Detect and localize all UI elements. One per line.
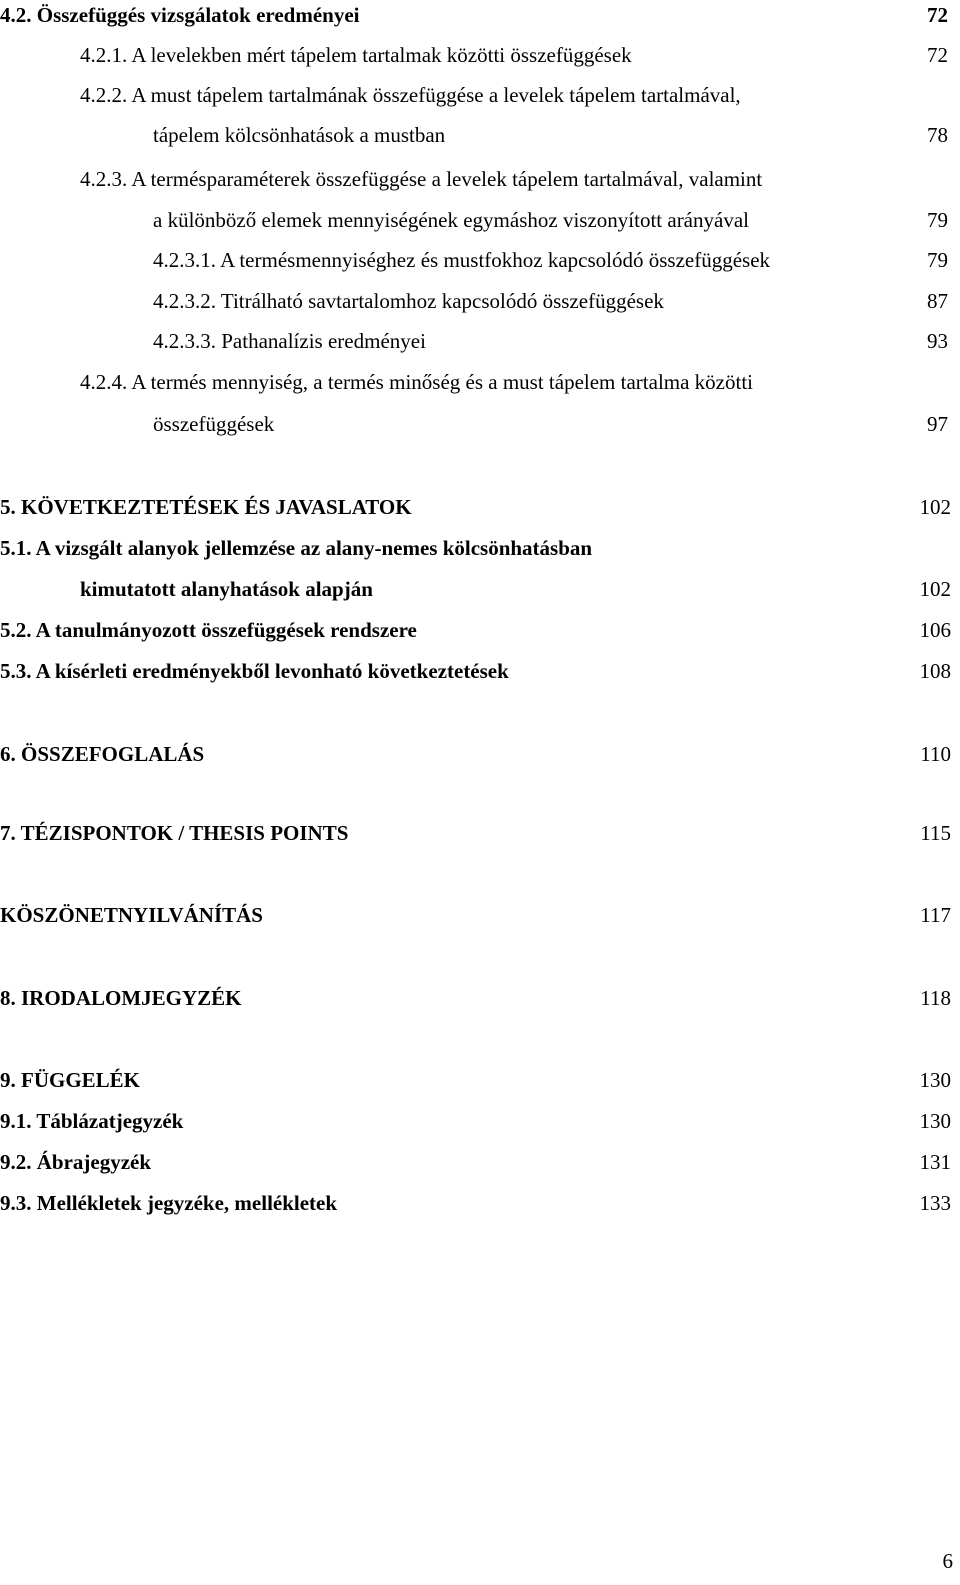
toc-entry <box>0 0 960 30</box>
toc-entry-title: összefüggések <box>153 412 275 436</box>
toc-entry <box>0 1065 960 1095</box>
toc-entry-page: 78 <box>927 123 948 147</box>
page-number: 6 <box>942 1549 953 1573</box>
toc-entry-title: 4.2. Összefüggés vizsgálatok eredményei <box>0 3 360 27</box>
toc-entry-page: 79 <box>927 248 948 272</box>
toc-entry <box>0 40 960 70</box>
toc-entry-title: 9.1. Táblázatjegyzék <box>0 1109 184 1133</box>
toc-entry <box>0 409 960 439</box>
toc-entry <box>0 80 960 110</box>
toc-entry-page: 93 <box>927 329 948 353</box>
toc-entry-title: 5. KÖVETKEZTETÉSEK ÉS JAVASLATOK <box>0 495 412 519</box>
toc-entry-page: 108 <box>919 659 951 683</box>
toc-entry <box>0 574 960 604</box>
toc-entry-title: 9.2. Ábrajegyzék <box>0 1150 152 1174</box>
toc-entry-page: 110 <box>920 742 951 766</box>
toc-entry <box>0 1147 960 1177</box>
toc-entry-title: 9.3. Mellékletek jegyzéke, mellékletek <box>0 1191 338 1215</box>
toc-entry-page: 97 <box>927 412 948 436</box>
toc-entry <box>0 983 960 1013</box>
toc-entry-page: 118 <box>920 986 951 1010</box>
toc-entry-title: kimutatott alanyhatások alapján <box>80 577 373 601</box>
toc-entry <box>0 164 960 194</box>
toc-entry <box>0 1188 960 1218</box>
toc-entry-title: 4.2.3. A termésparaméterek összefüggése a levelek tápelem tartalmával, valamint <box>80 167 763 191</box>
toc-entry-page: 130 <box>919 1068 951 1092</box>
toc-entry-title: 6. ÖSSZEFOGLALÁS <box>0 742 205 766</box>
toc-entry-page: 102 <box>919 495 951 519</box>
toc-entry-title: 9. FÜGGELÉK <box>0 1068 141 1092</box>
toc-entry-page: 106 <box>919 618 951 642</box>
toc-entry <box>0 120 960 150</box>
toc-entry-title: 7. TÉZISPONTOK / THESIS POINTS <box>0 821 349 845</box>
toc-entry-page: 115 <box>920 821 951 845</box>
toc-entry-page: 102 <box>919 577 951 601</box>
toc-entry-title: 4.2.2. A must tápelem tartalmának összefüggése a levelek tápelem tartalmával, <box>80 83 741 107</box>
toc-entry-page: 133 <box>919 1191 951 1215</box>
toc-entry <box>0 326 960 356</box>
toc-entry-title: 4.2.4. A termés mennyiség, a termés minőség és a must tápelem tartalma közötti <box>80 370 754 394</box>
toc-entry <box>0 656 960 686</box>
toc-entry <box>0 367 960 397</box>
toc-entry <box>0 739 960 769</box>
toc-entry <box>0 245 960 275</box>
toc-entry <box>0 533 960 563</box>
toc-entry-page: 79 <box>927 208 948 232</box>
toc-entry-page: 72 <box>927 3 948 27</box>
toc-entry-title: a különböző elemek mennyiségének egymáshoz viszonyított arányával <box>153 208 749 232</box>
toc-entry-title: tápelem kölcsönhatások a mustban <box>153 123 446 147</box>
toc-entry-page: 131 <box>919 1150 951 1174</box>
toc-entry-page: 130 <box>919 1109 951 1133</box>
toc-entry-title: 4.2.3.3. Pathanalízis eredményei <box>153 329 426 353</box>
toc-entry-page: 87 <box>927 289 948 313</box>
toc-entry <box>0 286 960 316</box>
toc-entry-title: 4.2.1. A levelekben mért tápelem tartalmak közötti összefüggések <box>80 43 632 67</box>
toc-entry <box>0 900 960 930</box>
toc-entry <box>0 615 960 645</box>
toc-entry <box>0 1106 960 1136</box>
toc-entry-title: 4.2.3.1. A termésmennyiséghez és mustfokhoz kapcsolódó összefüggések <box>153 248 771 272</box>
toc-entry <box>0 205 960 235</box>
toc-entry <box>0 818 960 848</box>
toc-entry-title: 8. IRODALOMJEGYZÉK <box>0 986 242 1010</box>
toc-entry-title: 5.1. A vizsgált alanyok jellemzése az alany-nemes kölcsönhatásban <box>0 536 593 560</box>
toc-entry-title: 5.2. A tanulmányozott összefüggések rendszere <box>0 618 417 642</box>
toc-entry-page: 117 <box>920 903 951 927</box>
toc-entry-title: KÖSZÖNETNYILVÁNÍTÁS <box>0 903 263 927</box>
toc-entry-page: 72 <box>927 43 948 67</box>
toc-entry <box>0 492 960 522</box>
toc-entry-title: 4.2.3.2. Titrálható savtartalomhoz kapcsolódó összefüggések <box>153 289 664 313</box>
toc-entry-title: 5.3. A kísérleti eredményekből levonható következtetések <box>0 659 509 683</box>
